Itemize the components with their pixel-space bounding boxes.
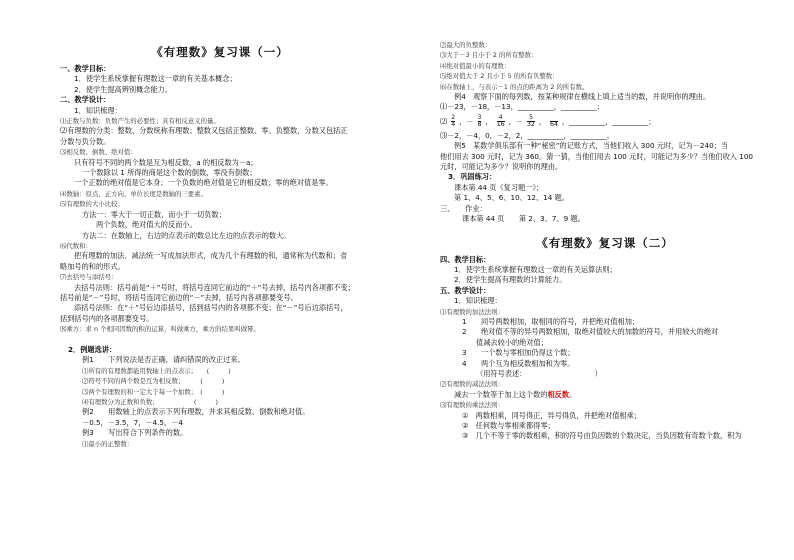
text-line-content: 只有符号不同的两个数是互为相反数，a 的相反数为－a； bbox=[74, 157, 258, 167]
right-lines-bottom bbox=[440, 255, 770, 442]
text-line-content: 一个数除以 1 所得的商是这个数的倒数，零没有倒数； bbox=[82, 168, 257, 178]
text-line-content: 括号前是“－”号时，将括号连同它前边的“－”去掉，括号内各项都要变号。 bbox=[60, 292, 298, 302]
text-line-content: 四、教学目标： bbox=[440, 254, 491, 264]
text-line-content: ⑷数轴：原点、正方向、单位长度是数轴的三要素。 bbox=[60, 189, 207, 198]
separator: ， bbox=[561, 116, 570, 126]
text-line-content: －0.5，－3.5，7，－4.5，－4 bbox=[82, 417, 183, 427]
fraction bbox=[527, 115, 535, 129]
text-line bbox=[440, 40, 770, 50]
fraction-sign: － bbox=[515, 116, 523, 126]
text-line-tail: 。 bbox=[569, 389, 577, 399]
text-line-content: ⑵有理数的分类：整数、分数统称有理数；整数又包括正整数、零、负整数，分数又包括正 bbox=[60, 126, 348, 136]
text-line-content: 第 1、4、5、6、10、12、14 题。 bbox=[454, 193, 569, 203]
text-line bbox=[440, 421, 770, 431]
fraction bbox=[478, 115, 482, 129]
fraction-denominator: 64 bbox=[550, 121, 558, 129]
text-line bbox=[440, 193, 770, 203]
text-line-content: 课本第 44 页《复习题一》； bbox=[454, 182, 544, 192]
text-line-content: 五、教学设计： bbox=[440, 285, 491, 295]
text-line bbox=[60, 199, 380, 209]
text-line bbox=[60, 345, 380, 355]
fraction-item bbox=[466, 113, 493, 129]
text-line bbox=[60, 168, 380, 178]
text-line-content: ⑶大于－3 且小于 2 的所有整数： bbox=[440, 51, 538, 60]
text-line-content: ② 任何数与零相乘都得零； bbox=[462, 421, 555, 430]
fraction-denominator: 8 bbox=[477, 121, 482, 129]
fraction-numerator: 2 bbox=[451, 113, 456, 121]
fraction-denominator: 4 bbox=[451, 121, 456, 129]
text-line-content: 值减去较小的绝对值； bbox=[476, 337, 548, 347]
fraction bbox=[550, 115, 558, 129]
text-line bbox=[440, 275, 770, 285]
text-line-content: 两个负数，绝对值大的反而小。 bbox=[96, 220, 197, 230]
text-line bbox=[60, 387, 380, 397]
text-line bbox=[60, 324, 380, 334]
text-line-content: 二、教学设计： bbox=[60, 95, 111, 105]
text-line-content: 1．使学生系统掌握有理数这一章的有关运算法则； bbox=[454, 264, 617, 274]
text-line-content: 例5 某数学俱乐部有一种“秘密”的记账方式，当他们收入 300 元时，记为－240；当 bbox=[454, 141, 729, 151]
text-line bbox=[60, 335, 380, 345]
fraction-prefix: ⑵ bbox=[440, 116, 448, 126]
text-line-content: ⑸有理数的大小比较： bbox=[60, 200, 124, 209]
text-line-content: 元时，可能记为多少？说明你的理由。 bbox=[440, 162, 563, 172]
text-line-content: 略加号的和的形式。 bbox=[60, 261, 125, 271]
text-line-content: 1 同号两数相加，取相同的符号，并把绝对值相加； bbox=[462, 316, 640, 326]
text-line-content: 4 两个互为相反数相加和为零。 bbox=[462, 358, 575, 368]
text-line-content: 例2 用数轴上的点表示下列有理数，并求其相反数、倒数和绝对值。 bbox=[82, 407, 310, 417]
text-line bbox=[440, 286, 770, 296]
text-line bbox=[60, 376, 380, 386]
text-line bbox=[440, 152, 770, 162]
text-line bbox=[60, 189, 380, 199]
fraction-sequence-row bbox=[440, 113, 770, 131]
text-line-content: 1．知识梳理： bbox=[454, 296, 502, 306]
text-line-content: 2．使学生提高有理数的计算能力。 bbox=[454, 275, 567, 285]
right-lines-top bbox=[440, 40, 770, 113]
text-line bbox=[440, 379, 770, 389]
text-line-content: ⑴所有的有理数都能用数轴上的点表示； ( ) bbox=[82, 366, 231, 375]
text-line-content: ⑷有理数分为正数和负数； ( ) bbox=[82, 398, 218, 406]
text-line-content: 1．使学生系统掌握有理数这一章的有关基本概念； bbox=[74, 74, 237, 84]
text-line bbox=[440, 102, 770, 112]
text-line bbox=[440, 82, 770, 92]
text-line-content: 例1 下列说法是否正确，请纠错误的改正过来。 bbox=[82, 355, 245, 365]
text-line bbox=[60, 314, 380, 324]
text-line bbox=[440, 359, 770, 369]
text-line-content: 例4 观察下面的每列数，按某种规律在横线上填上适当的数，并说明你的理由。 bbox=[454, 92, 711, 102]
separator: ， bbox=[485, 116, 493, 126]
text-line bbox=[60, 283, 380, 293]
text-line-content: ⑸绝对值大于 2 且小于 5 的所有负整数： bbox=[440, 72, 559, 81]
text-line bbox=[60, 106, 380, 116]
text-line bbox=[60, 210, 380, 220]
text-line bbox=[440, 296, 770, 306]
text-line bbox=[440, 431, 770, 441]
left-lines bbox=[60, 64, 380, 449]
text-line-content: ⑹在数轴上，与表示－1 的点的距离为 2 的所有数。 bbox=[440, 82, 589, 91]
text-line bbox=[60, 418, 380, 428]
text-line-content: ① 两数相乘，同号得正，异号得负，并把绝对值相乘； bbox=[462, 410, 641, 420]
text-line-content: 一个正数的绝对值是它本身；一个负数的绝对值是它的相反数；零的绝对值是零。 bbox=[74, 178, 333, 188]
text-line bbox=[60, 231, 380, 241]
text-line-content: ⑵最大的负整数： bbox=[440, 41, 492, 49]
text-line bbox=[60, 158, 380, 168]
text-line-content: ⑺去括号与添括号： bbox=[60, 273, 118, 282]
text-line-content: 添括号法则：在“＋”号后边添括号，括到括号内的各项都不变；在“－”号后边添括号， bbox=[74, 303, 348, 313]
text-line-content: ⑶有理数的乘法法则： bbox=[440, 401, 504, 410]
lesson-title-1: 《有理数》复习课（一） bbox=[151, 45, 289, 59]
text-line-content: ⑷绝对值最小的有理数： bbox=[440, 61, 511, 70]
text-line bbox=[440, 204, 770, 214]
text-line bbox=[440, 92, 770, 102]
text-line bbox=[60, 355, 380, 365]
text-line-content: ⑹代数和： bbox=[60, 241, 92, 250]
text-line bbox=[60, 64, 380, 74]
text-line-content: 2 绝对值不等的异号两数相加，取绝对值较大的加数的符号，并用较大的绝对 bbox=[462, 327, 719, 337]
fraction-item bbox=[546, 116, 570, 129]
fraction-list bbox=[447, 115, 569, 129]
text-line-content: 例3 写出符合下列条件的数。 bbox=[82, 428, 188, 438]
text-line bbox=[440, 307, 770, 317]
text-line bbox=[440, 400, 770, 410]
text-line bbox=[60, 178, 380, 188]
text-line bbox=[60, 85, 380, 95]
text-line-content: 2．例题选讲： bbox=[68, 344, 117, 354]
fraction-numerator: 5 bbox=[528, 113, 533, 121]
text-line bbox=[60, 366, 380, 376]
lesson-title-2: 《有理数》复习课（二） bbox=[536, 235, 674, 250]
fraction-item bbox=[447, 113, 467, 129]
text-line-content bbox=[60, 335, 62, 344]
text-line-content: ⑶－2，－4，0，－2，2，__________，__________。 bbox=[440, 130, 614, 140]
fraction-sign: － bbox=[466, 116, 474, 126]
text-line-content: 三、 作业： bbox=[440, 203, 487, 213]
text-line bbox=[440, 172, 770, 182]
text-line bbox=[440, 265, 770, 275]
text-line-content: 他们用去 300 元时，记为 360。猜一猜，当他们用去 100 元时，可能记为多少？当他们收入 100 bbox=[440, 151, 753, 161]
text-line bbox=[440, 255, 770, 265]
text-line-content: 分数与负分数。 bbox=[60, 136, 111, 146]
text-line-content: ⑵符号不同的两个数是互为相反数； ( ) bbox=[82, 377, 225, 386]
text-line-content: 3．巩固练习： bbox=[448, 172, 497, 182]
text-line-content: ⑴最小的正整数： bbox=[82, 439, 134, 448]
right-column bbox=[440, 40, 770, 442]
fraction bbox=[451, 115, 455, 129]
text-line bbox=[440, 61, 770, 71]
text-line bbox=[60, 428, 380, 438]
text-line-content: 方法一：零大于一切正数，而小于一切负数； bbox=[82, 209, 226, 219]
text-line bbox=[60, 439, 380, 449]
text-line bbox=[60, 241, 380, 251]
text-line bbox=[440, 131, 770, 141]
separator: ， bbox=[508, 116, 516, 126]
text-line-content: ③ 几个不等于零的数相乘，积的符号由负因数的个数决定，当负因数有奇数个数，积为 bbox=[462, 431, 742, 441]
text-line bbox=[60, 262, 380, 272]
text-line-content: ⑴正数与负数：负数产生的必要性；具有相反意义的量。 bbox=[60, 117, 220, 126]
fraction-item bbox=[493, 113, 516, 129]
text-line bbox=[440, 214, 770, 224]
text-line-content: 把有理数的加法、减法统一写成加法形式，成为几个有理数的和，通常称为代数和；省 bbox=[74, 251, 348, 261]
text-line-content: ⑴－23，－18，－13，__________，__________； bbox=[440, 102, 605, 112]
fraction-denominator: 16 bbox=[496, 121, 505, 129]
right-lines-mid bbox=[440, 131, 770, 225]
text-line-content: 2．使学生提高辨别概念能力。 bbox=[74, 84, 173, 94]
text-line bbox=[440, 348, 770, 358]
text-line bbox=[60, 293, 380, 303]
text-line-content: 3 一个数与零相加仍得这个数； bbox=[462, 348, 575, 358]
text-line bbox=[60, 116, 380, 126]
fraction-numerator: 3 bbox=[477, 113, 482, 121]
text-line-content: 课本第 44 页 第 2、3、7、9 题。 bbox=[462, 214, 585, 224]
text-line-content: ⑵有理数的减法法则： bbox=[440, 380, 504, 389]
separator: ， bbox=[538, 116, 547, 126]
highlighted-term: 相反数 bbox=[547, 389, 570, 399]
text-line-content: 方法二：在数轴上，右边的点表示的数总比左边的点表示的数大。 bbox=[82, 230, 291, 240]
text-line-content: ⑶两个有理数的和一定大于每一个加数； ( ) bbox=[82, 387, 225, 396]
fraction-item bbox=[515, 113, 547, 129]
text-line bbox=[440, 162, 770, 172]
text-line-content: 括到括号内的各项都要变号。 bbox=[60, 313, 154, 323]
text-line bbox=[440, 317, 770, 327]
text-line bbox=[60, 397, 380, 407]
separator: ， bbox=[459, 116, 467, 126]
text-line bbox=[440, 50, 770, 60]
text-line-content: 1．知识梳理： bbox=[74, 105, 122, 115]
text-line bbox=[440, 183, 770, 193]
text-line bbox=[60, 272, 380, 282]
text-line bbox=[60, 251, 380, 261]
text-line-content: 去括号法则：括号前是“＋”号时，将括号连同它前边的“＋”号去掉，括号内各项都不变； bbox=[74, 282, 355, 292]
text-line bbox=[60, 220, 380, 230]
text-line bbox=[440, 369, 770, 379]
text-line bbox=[60, 407, 380, 417]
text-line bbox=[60, 74, 380, 84]
fraction-denominator: 32 bbox=[526, 121, 535, 129]
text-line bbox=[60, 303, 380, 313]
fraction-numerator: 4 bbox=[498, 113, 503, 121]
text-line bbox=[60, 95, 380, 105]
text-line bbox=[440, 338, 770, 348]
fraction-suffix: __________，__________； bbox=[569, 116, 656, 126]
fraction bbox=[497, 115, 505, 129]
text-line bbox=[60, 126, 380, 136]
text-line bbox=[440, 141, 770, 151]
text-line-content: ⑶相反数、倒数、绝对值： bbox=[60, 148, 137, 157]
text-line-content: 一、教学目标： bbox=[60, 64, 111, 73]
text-line-content: 减去一个数等于加上这个数的 bbox=[454, 389, 548, 399]
text-line-content: ⑻乘方：求 n 个相同因数的积的运算，叫做乘方，乘方的结果叫做幂。 bbox=[60, 325, 260, 334]
text-line-content: （用符号表述： ） bbox=[476, 368, 602, 378]
text-line bbox=[440, 327, 770, 337]
text-line bbox=[60, 137, 380, 147]
left-column bbox=[60, 40, 380, 449]
text-line bbox=[440, 71, 770, 81]
text-line bbox=[440, 411, 770, 421]
text-line-content: ⑴有理数的加法法则： bbox=[440, 307, 504, 316]
text-line bbox=[440, 390, 770, 400]
text-line bbox=[60, 147, 380, 157]
